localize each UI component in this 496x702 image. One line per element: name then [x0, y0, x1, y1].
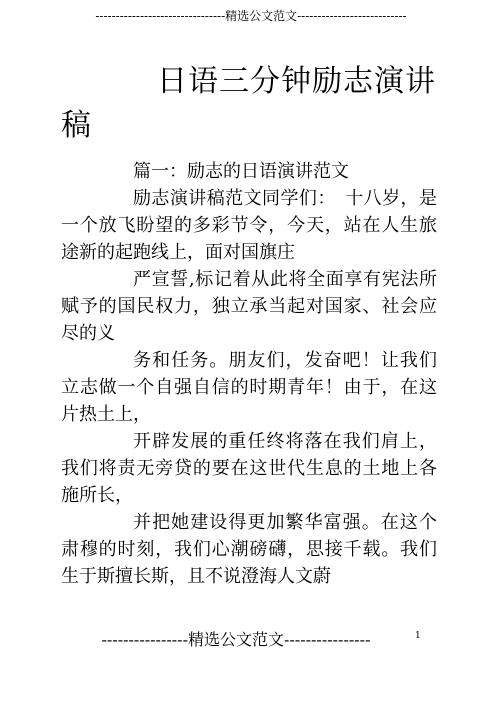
- paragraph-1: 篇一：励志的日语演讲范文: [133, 161, 349, 182]
- page-footer: ----------------精选公文范文----------------: [101, 630, 371, 649]
- paragraph-4: 务和任务。朋友们，发奋吧！让我们立志做一个自强自信的时期青年！由于，在这片热土上，: [61, 350, 437, 425]
- document-title: 日语三分钟励志演讲稿: [61, 64, 436, 143]
- document-body: [61, 158, 437, 590]
- paragraph-6: 并把她建设得更加繁华富强。在这个肃穆的时刻，我们心潮磅礴，思接千载。我们生于斯擅长斯，且不说澄海人文蔚: [61, 512, 437, 587]
- paragraph-3: 严宣誓,标记着从此将全面享有宪法所赋予的国民权力，独立承当起对国家、社会应尽的义: [61, 269, 437, 344]
- page-header: --------------------------------精选公文范文---------------------------: [95, 9, 407, 23]
- page-number: 1: [415, 631, 421, 641]
- paragraph-5: 开辟发展的重任终将落在我们肩上，我们将责无旁贷的要在这世代生息的土地上各施所长，: [61, 431, 437, 506]
- paragraph-2: 励志演讲稿范文同学们： 十八岁，是一个放飞盼望的多彩节令，今天，站在人生旅途新的起跑线上，面对国旗庄: [61, 188, 437, 263]
